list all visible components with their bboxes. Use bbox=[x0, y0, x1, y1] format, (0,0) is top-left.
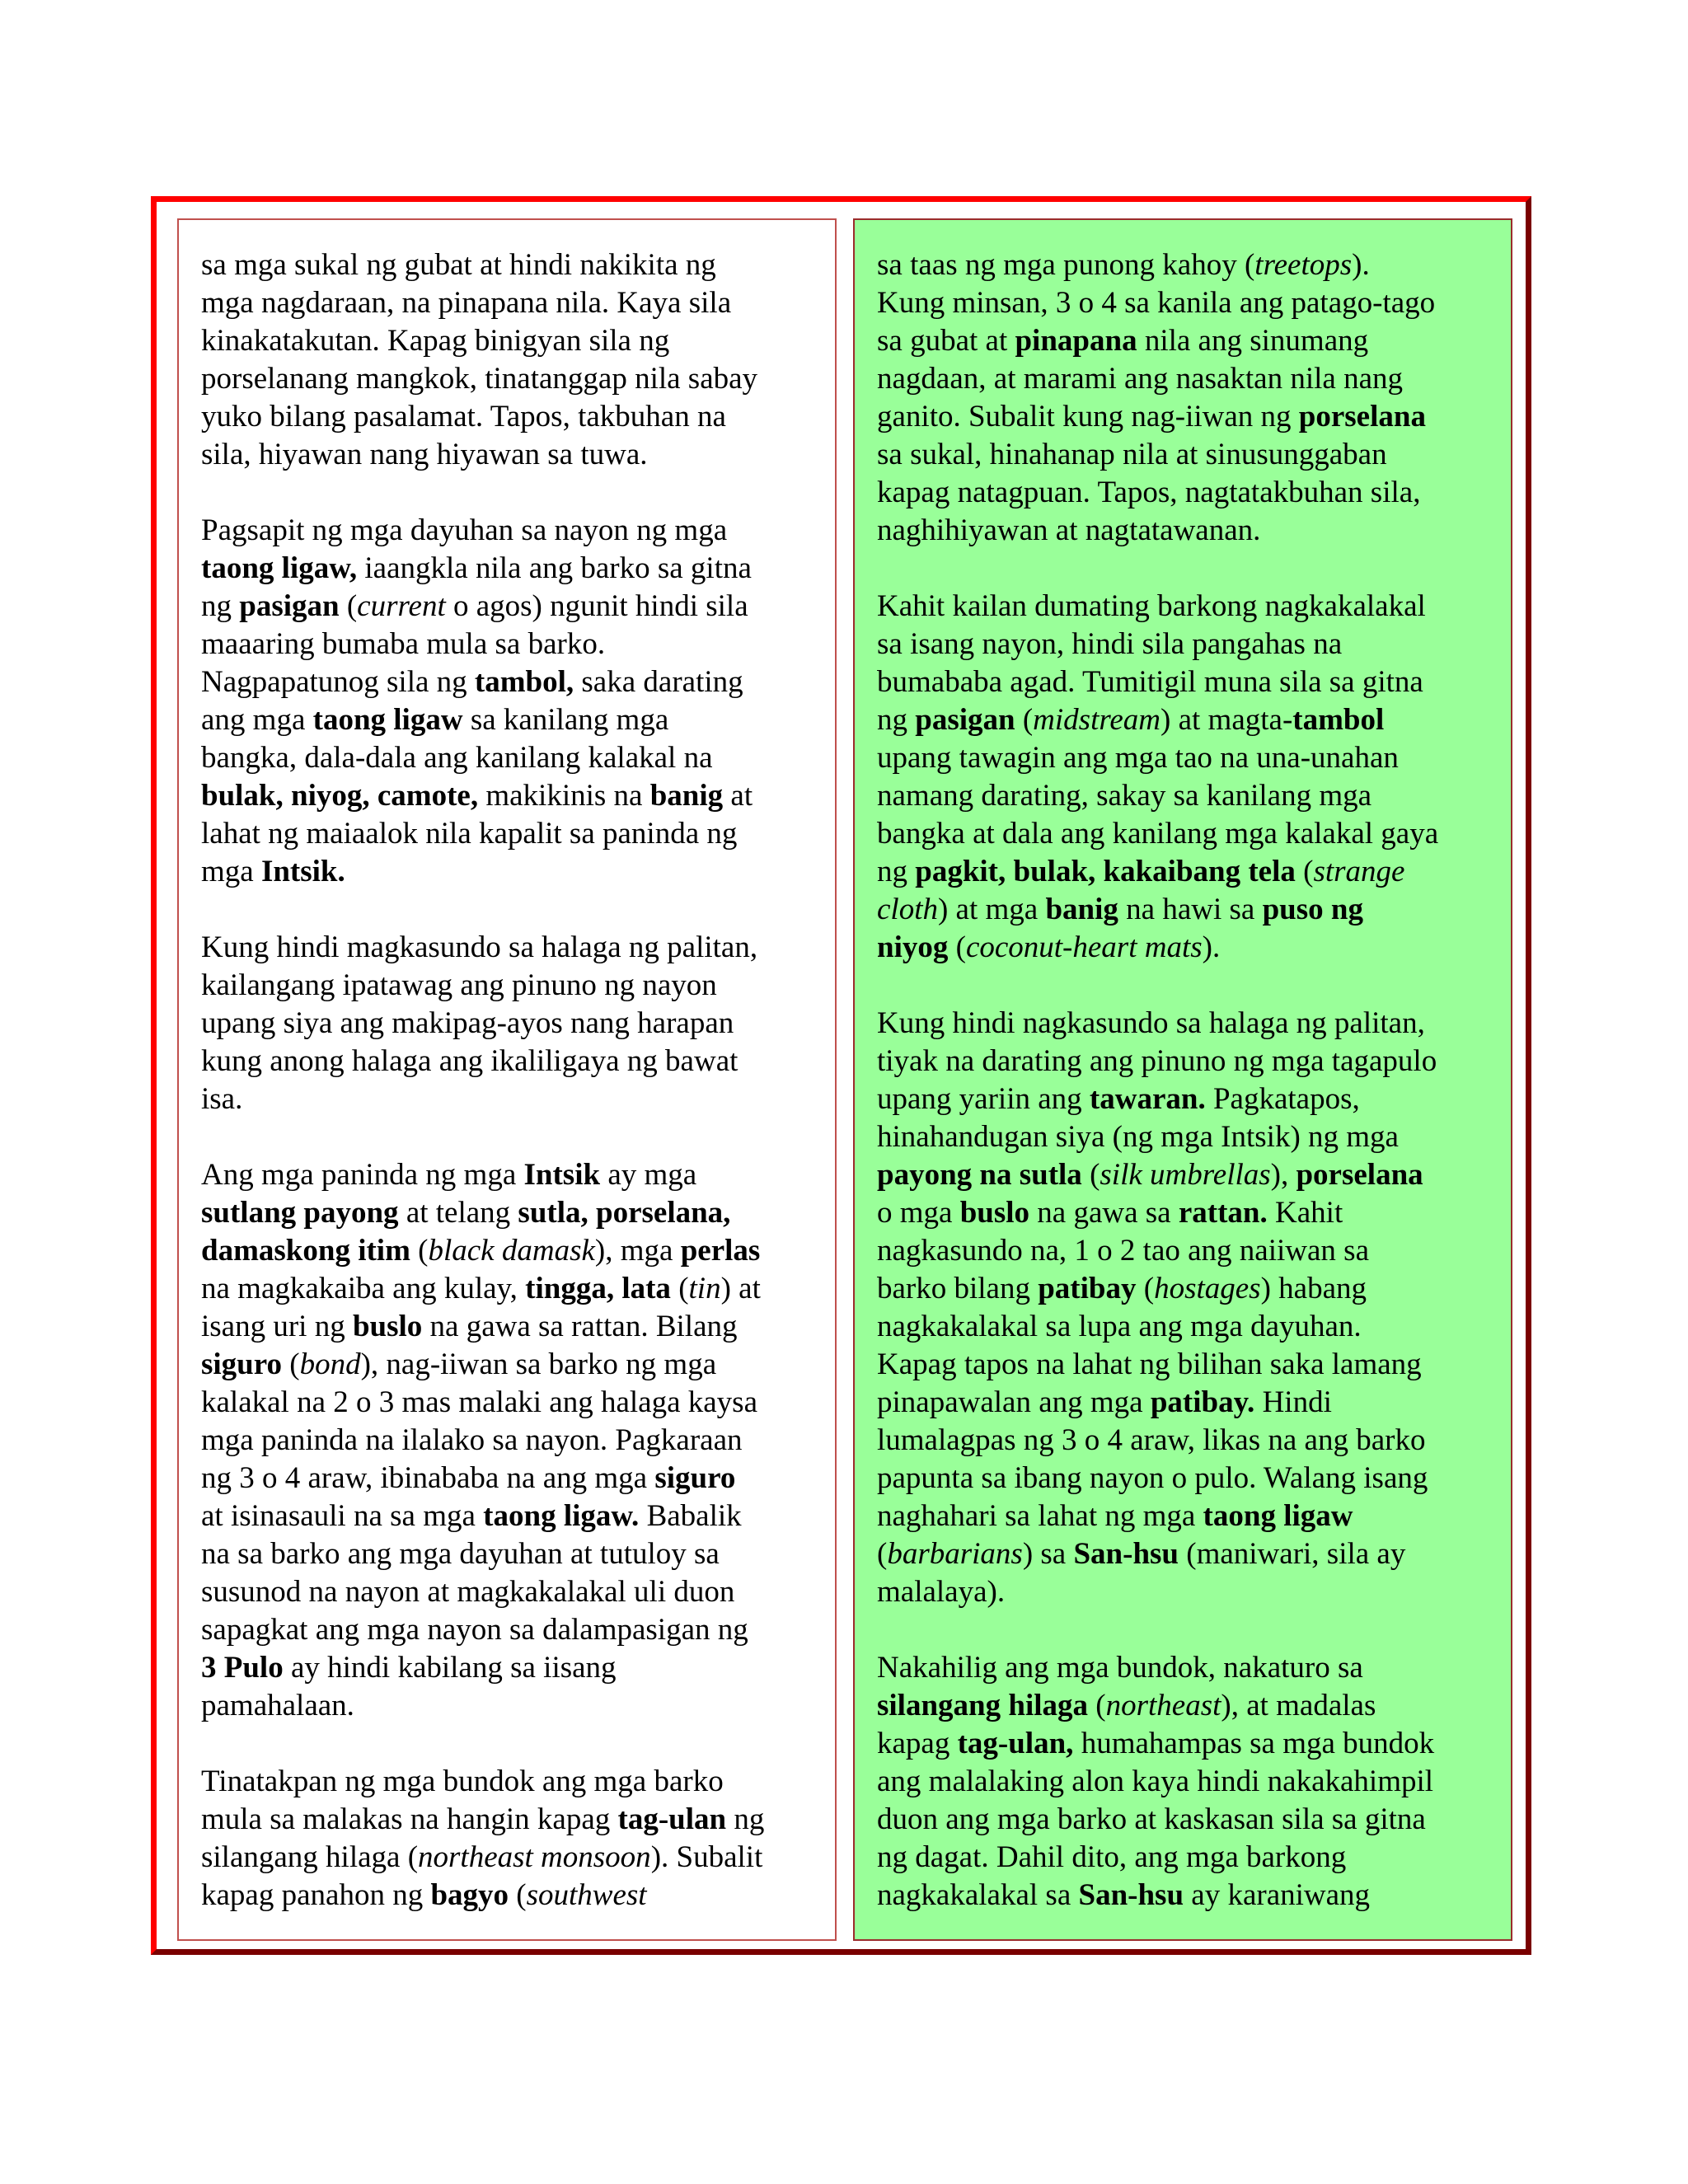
english-gloss: coconut-heart mats bbox=[965, 930, 1203, 964]
right-paragraph-1 bbox=[877, 246, 1493, 550]
text-run: Nakahilig ang mga bundok, nakaturo sa bbox=[877, 1651, 1363, 1685]
text-run: ( bbox=[1088, 1689, 1106, 1722]
text-run: sa taas ng mga punong kahoy ( bbox=[877, 248, 1255, 282]
text-run: upang tawagin ang mga tao na una-unahan namang darating, sakay sa kanilang mga bangka at dala ang kanilang mga kalakal gaya ng bbox=[877, 741, 1439, 888]
text-run: ) at mga bbox=[937, 893, 1046, 926]
text-run: Kahit nagkasundo na, 1 o 2 tao ang naiiwan sa barko bilang bbox=[877, 1196, 1369, 1305]
english-gloss: treetops bbox=[1254, 248, 1353, 282]
text-run: (maniwari, sila ay malalaya). bbox=[877, 1537, 1406, 1609]
bold-term: 3 Pulo bbox=[201, 1651, 284, 1685]
bold-term: porselana bbox=[1298, 400, 1426, 434]
english-gloss: silk umbrellas bbox=[1100, 1158, 1271, 1192]
bold-term: pinapana bbox=[1015, 324, 1137, 358]
english-gloss: current bbox=[357, 589, 446, 623]
bold-term: taong ligaw. bbox=[483, 1499, 640, 1533]
bold-term: San-hsu bbox=[1078, 1878, 1184, 1912]
right-paragraph-2 bbox=[877, 588, 1493, 967]
bold-term: puso ng niyog bbox=[877, 893, 1363, 964]
text-run: Tinatakpan ng mga bundok ang mga barko mula sa malakas na hangin kapag bbox=[201, 1765, 724, 1836]
bold-term: banig bbox=[649, 779, 724, 813]
english-gloss: northeast bbox=[1105, 1689, 1221, 1722]
page-frame bbox=[151, 196, 1531, 1955]
text-run: o mga bbox=[877, 1196, 953, 1230]
text-run: ( bbox=[948, 930, 966, 964]
bold-term: tawaran. bbox=[1089, 1082, 1206, 1116]
left-paragraph-5 bbox=[201, 1763, 817, 1915]
left-paragraph-1 bbox=[201, 246, 817, 474]
text-run: Pagkatapos, hinahandugan siya (ng mga Intsik) ng mga bbox=[877, 1082, 1399, 1154]
text-run: ( bbox=[1081, 1158, 1100, 1192]
bold-term: pasigan bbox=[239, 589, 340, 623]
left-column bbox=[177, 218, 837, 1941]
text-run: na gawa sa rattan. Bilang bbox=[429, 1310, 738, 1343]
right-column bbox=[853, 218, 1512, 1941]
bold-term: Intsik. bbox=[260, 855, 345, 888]
text-run: na hawi sa bbox=[1118, 893, 1263, 926]
text-run: ), mga bbox=[594, 1234, 681, 1268]
text-run: ( bbox=[1015, 703, 1034, 737]
text-run: na gawa sa bbox=[1029, 1196, 1179, 1230]
text-run: ( bbox=[282, 1347, 300, 1381]
text-run: ( bbox=[1136, 1272, 1155, 1305]
text-run: ). bbox=[1202, 930, 1221, 964]
text-run: humahampas sa mga bundok ang malalaking alon kaya hindi nakakahimpil duon ang mga barko at kaskasan sila sa gitna ng dagat. Dahil dito, ang mga barkong nagkakalakal sa bbox=[877, 1727, 1435, 1912]
english-gloss: tin bbox=[688, 1272, 721, 1305]
bold-term: sutla, porselana, damaskong itim bbox=[201, 1196, 731, 1268]
bold-term: tambol bbox=[1292, 703, 1385, 737]
text-run: ay hindi kabilang sa iisang pamahalaan. bbox=[201, 1651, 617, 1722]
text-run: ay karaniwang bbox=[1184, 1878, 1371, 1912]
bold-term: Intsik bbox=[523, 1158, 601, 1192]
text-run: ) sa bbox=[1022, 1537, 1074, 1571]
english-gloss: barbarians bbox=[887, 1537, 1023, 1571]
bold-term: pasigan bbox=[915, 703, 1015, 737]
text-run: at telang bbox=[398, 1196, 518, 1230]
text-run: ( bbox=[509, 1878, 527, 1912]
bold-term: porselana bbox=[1296, 1158, 1423, 1192]
bold-term: payong na sutla bbox=[877, 1158, 1082, 1192]
text-run: at isinasauli na sa mga bbox=[201, 1499, 476, 1533]
text-run: ( bbox=[410, 1234, 429, 1268]
english-gloss: hostages bbox=[1154, 1272, 1261, 1305]
english-gloss: midstream bbox=[1033, 703, 1161, 737]
text-run: nila ang sinumang nagdaan, at marami ang nasaktan nila nang ganito. Subalit kung nag-iiwan ng bbox=[877, 324, 1403, 434]
bold-term: perlas bbox=[680, 1234, 761, 1268]
bold-term: taong ligaw, bbox=[201, 551, 358, 585]
text-run: ( bbox=[877, 1537, 888, 1571]
right-paragraph-4 bbox=[877, 1649, 1493, 1915]
bold-term: pagkit, bulak, kakaibang tela bbox=[915, 855, 1296, 888]
bold-term: bagyo bbox=[430, 1878, 509, 1912]
text-run: ng silangang hilaga ( bbox=[201, 1802, 765, 1874]
text-run: ) at magta- bbox=[1160, 703, 1293, 737]
text-run: ( bbox=[339, 589, 358, 623]
text-run: Hindi lumalagpas ng 3 o 4 araw, likas na ang barko papunta sa ibang nayon o pulo. Walang isang naghahari sa lahat ng mga bbox=[877, 1385, 1428, 1533]
text-run: na magkakaiba ang kulay, bbox=[201, 1272, 518, 1305]
text-run: at lahat ng maiaalok nila kapalit sa paninda ng mga bbox=[201, 779, 753, 888]
text-run: ), nag-iiwan sa barko ng mga kalakal na 2 o 3 mas malaki ang halaga kaysa mga paninda na ilalako sa nayon. Pagkaraan ng 3 o 4 araw, ibinababa na ang mga bbox=[201, 1347, 757, 1495]
text-run: ( bbox=[670, 1272, 689, 1305]
bold-term: silangang hilaga bbox=[877, 1689, 1089, 1722]
bold-term: patibay bbox=[1038, 1272, 1137, 1305]
text-run: ay mga bbox=[607, 1158, 697, 1192]
text-run: sa sukal, hinahanap nila at sinusunggaban kapag natagpuan. Tapos, nagtatakbuhan sila, naghihiyawan at nagtatawanan. bbox=[877, 438, 1421, 547]
bold-term: sutlang payong bbox=[201, 1196, 399, 1230]
bold-term: rattan. bbox=[1178, 1196, 1268, 1230]
bold-term: tambol, bbox=[474, 665, 574, 699]
text-run: o agos) ngunit hindi sila maaaring bumaba mula sa barko. Nagpapatunog sila ng bbox=[201, 589, 748, 699]
left-paragraph-3 bbox=[201, 929, 817, 1118]
bold-term: banig bbox=[1045, 893, 1118, 926]
english-gloss: strange cloth bbox=[877, 855, 1405, 926]
text-run: Kung hindi nagkasundo sa halaga ng palitan, tiyak na darating ang pinuno ng mga tagapulo upang yariin ang bbox=[877, 1006, 1437, 1116]
text-run: Ang mga paninda ng mga bbox=[201, 1158, 524, 1192]
bold-term: tingga, lata bbox=[525, 1272, 671, 1305]
text-run: saka darating ang mga bbox=[201, 665, 743, 737]
bold-term: siguro bbox=[201, 1347, 283, 1381]
text-run: ). Subalit kapag panahon ng bbox=[201, 1840, 763, 1912]
text-run: ) at isang uri ng bbox=[201, 1272, 761, 1343]
english-gloss: southwest bbox=[526, 1878, 647, 1912]
text-run: sa mga sukal ng gubat at hindi nakikita ng mga nagdaraan, na pinapana nila. Kaya sila kinakatakutan. Kapag binigyan sila ng porselanang mangkok, tinatanggap nila sabay yuko bilang pasalamat. Tapos, takbuhan na sila, hiyawan nang hiyawan sa tuwa. bbox=[201, 248, 758, 471]
bold-term: bulak, niyog, camote, bbox=[201, 779, 479, 813]
text-run: Kung hindi magkasundo sa halaga ng palitan, kailangang ipatawag ang pinuno ng nayon upang siya ang makipag-ayos nang harapan kung anong halaga ang ikaliligaya ng bawat isa. bbox=[201, 930, 758, 1116]
bold-term: tag-ulan bbox=[617, 1802, 727, 1836]
english-gloss: bond bbox=[299, 1347, 361, 1381]
text-run: ( bbox=[1295, 855, 1314, 888]
text-run: Kahit kailan dumating barkong nagkakalakal sa isang nayon, hindi sila pangahas na bumababa agad. Tumitigil muna sila sa gitna ng bbox=[877, 589, 1426, 737]
text-run: ) habang nagkakalakal sa lupa ang mga dayuhan. Kapag tapos na lahat ng bilihan saka lamang pinapawalan ang mga bbox=[877, 1272, 1422, 1419]
text-run: Pagsapit ng mga dayuhan sa nayon ng mga bbox=[201, 513, 728, 547]
text-run: makikinis na bbox=[478, 779, 650, 813]
text-run: Babalik na sa barko ang mga dayuhan at tutuloy sa susunod na nayon at magkakalakal uli duon sapagkat ang mga nayon sa dalampasigan ng bbox=[201, 1499, 748, 1647]
english-gloss: northeast monsoon bbox=[418, 1840, 651, 1874]
bold-term: patibay. bbox=[1150, 1385, 1255, 1419]
bold-term: siguro bbox=[654, 1461, 736, 1495]
bold-term: buslo bbox=[959, 1196, 1030, 1230]
bold-term: buslo bbox=[352, 1310, 423, 1343]
left-paragraph-2 bbox=[201, 512, 817, 891]
text-run: sa kanilang mga bangka, dala-dala ang kanilang kalakal na bbox=[201, 703, 713, 775]
text-run: ), bbox=[1270, 1158, 1296, 1192]
bold-term: taong ligaw bbox=[312, 703, 463, 737]
text-run: iaangkla nila ang barko sa gitna ng bbox=[201, 551, 752, 623]
text-run: ). Kung minsan, 3 o 4 sa kanila ang patago-tago sa gubat at bbox=[877, 248, 1436, 358]
bold-term: San-hsu bbox=[1073, 1537, 1179, 1571]
bold-term: taong ligaw bbox=[1203, 1499, 1353, 1533]
text-run: ), at madalas kapag bbox=[877, 1689, 1376, 1760]
bold-term: tag-ulan, bbox=[957, 1727, 1074, 1760]
right-paragraph-3 bbox=[877, 1005, 1493, 1611]
english-gloss: black damask bbox=[428, 1234, 595, 1268]
left-paragraph-4 bbox=[201, 1156, 817, 1725]
